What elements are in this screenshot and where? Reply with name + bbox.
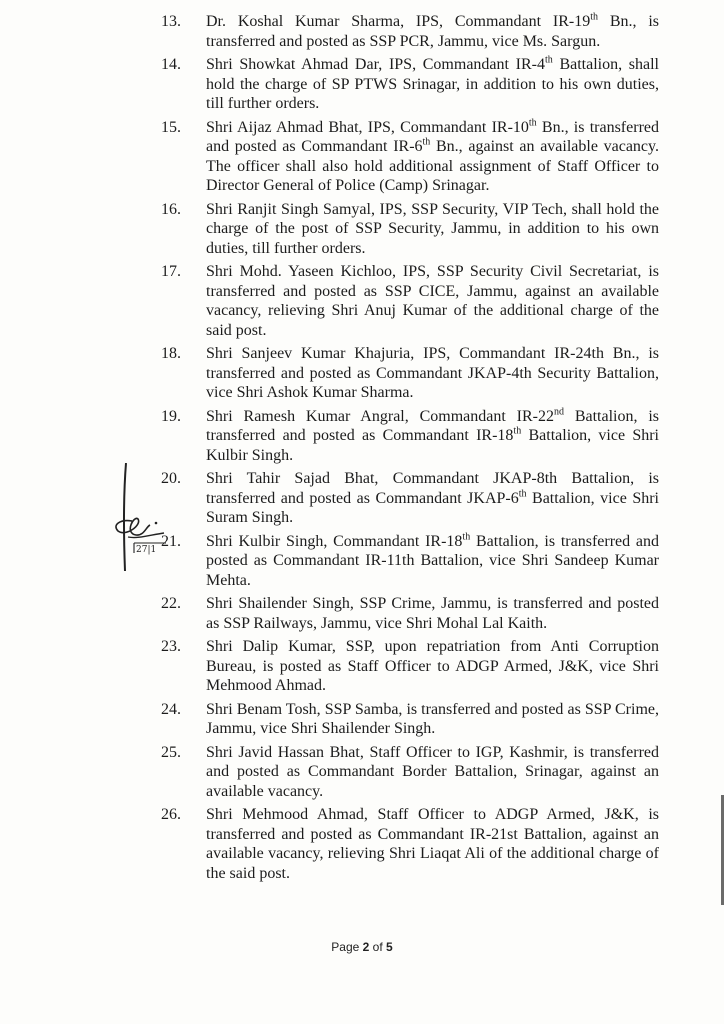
item-text [206, 118, 659, 196]
item-number: 19. [161, 407, 181, 425]
order-item [161, 532, 659, 591]
text-run: Battalion, vice Shri Kulbir Singh. [206, 427, 660, 464]
text-run: Bn., against an available vacancy. The officer shall also hold additional assignment of Staff Officer to Director General of Police (Camp) Srinagar. [206, 138, 659, 194]
text-run: Dr. Koshal Kumar Sharma, IPS, Commandant IR-19 [206, 13, 591, 30]
item-number: 13. [161, 13, 181, 30]
item-text [206, 344, 659, 403]
order-item [161, 594, 659, 633]
text-run: Battalion, vice Shri Suram Singh. [206, 489, 659, 526]
ordinal-suffix: th [422, 136, 431, 148]
item-text [206, 805, 659, 883]
item-number: 18. [161, 345, 181, 362]
order-item [161, 200, 659, 259]
item-number: 21. [161, 532, 181, 550]
item-number: 15. [161, 118, 181, 136]
item-text [206, 262, 659, 340]
text-run: Shri Sanjeev Kumar Khajuria, IPS, Commandant IR-24th Bn., is transferred and posted as Commandant JKAP-4th Security Battalion, vice Shri Ashok Kumar Sharma. [206, 345, 659, 401]
item-number: 23. [161, 638, 181, 655]
item-text [206, 594, 659, 633]
order-item [161, 637, 659, 696]
ordinal-suffix: th [513, 425, 522, 437]
text-run: Battalion, shall hold the charge of SP PTWS Srinagar, in addition to his own duties, till further orders. [206, 56, 659, 112]
order-item [161, 344, 659, 403]
item-number: 26. [161, 806, 181, 823]
text-run: Shri Mohd. Yaseen Kichloo, IPS, SSP Security Civil Secretariat, is transferred and posted as SSP CICE, Jammu, against an available vacancy, relieving Shri Anuj Kumar of the additional charge of the said post. [206, 263, 659, 339]
item-number: 25. [161, 743, 181, 761]
ordinal-suffix: th [590, 11, 599, 23]
item-text [206, 407, 659, 466]
order-item [161, 12, 659, 51]
text-run: Bn., is transferred and posted as SSP PCR, Jammu, vice Ms. Sargun. [206, 13, 660, 50]
text-run: Shri Benam Tosh, SSP Samba, is transferred and posted as SSP Crime, Jammu, vice Shri Shailender Singh. [206, 700, 659, 737]
text-run: Bn., is transferred and posted as Commandant IR-6 [206, 118, 659, 155]
ordinal-suffix: th [528, 117, 537, 129]
item-number: 24. [161, 700, 181, 718]
order-item [161, 469, 659, 528]
ordinal-suffix: th [544, 54, 553, 66]
svg-text:27|1: 27|1 [136, 545, 157, 555]
text-run: Shri Ranjit Singh Samyal, IPS, SSP Security, VIP Tech, shall hold the charge of the post of SSP Security, Jammu, in addition to his own duties, till further orders. [206, 200, 659, 257]
text-run: Shri Shailender Singh, SSP Crime, Jammu, is transferred and posted as SSP Railways, Jammu, vice Shri Mohal Lal Kaith. [206, 595, 659, 632]
order-item [161, 407, 659, 466]
item-number: 16. [161, 200, 181, 218]
order-item [161, 805, 659, 883]
order-item [161, 743, 659, 802]
text-run: Shri Aijaz Ahmad Bhat, IPS, Commandant IR-10 [206, 118, 529, 136]
text-run: Shri Tahir Sajad Bhat, Commandant JKAP-8th Battalion, is transferred and posted as Commandant JKAP-6 [206, 470, 659, 507]
item-number: 22. [161, 595, 181, 612]
item-text [206, 700, 659, 739]
item-text [206, 532, 659, 591]
item-text [206, 637, 659, 696]
order-item [161, 262, 659, 340]
text-run: Battalion, is transferred and posted as Commandant IR-18 [206, 407, 660, 444]
item-text [206, 469, 659, 528]
page-number: Page 2 of 5 [331, 940, 393, 954]
ordinal-suffix: th [462, 531, 471, 543]
ordinal-suffix: nd [553, 406, 564, 418]
text-run: Shri Mehmood Ahmad, Staff Officer to ADGP Armed, J&K, is transferred and posted as Commandant IR-21st Battalion, against an available vacancy, relieving Shri Liaqat Ali of the additional charge of the said post. [206, 806, 659, 882]
item-number: 14. [161, 56, 181, 73]
order-items-list [161, 12, 659, 887]
item-text [206, 12, 659, 51]
order-item [161, 700, 659, 739]
order-item [161, 55, 659, 114]
text-run: Shri Showkat Ahmad Dar, IPS, Commandant IR-4 [206, 56, 545, 73]
item-text [206, 55, 659, 114]
text-run: Shri Javid Hassan Bhat, Staff Officer to IGP, Kashmir, is transferred and posted as Commandant Border Battalion, Srinagar, against an available vacancy. [206, 743, 659, 800]
ordinal-suffix: th [518, 488, 527, 500]
item-number: 20. [161, 470, 181, 487]
item-text [206, 200, 659, 259]
order-item [161, 118, 659, 196]
item-number: 17. [161, 263, 181, 280]
item-text [206, 743, 659, 802]
text-run: Shri Dalip Kumar, SSP, upon repatriation from Anti Corruption Bureau, is posted as Staff Officer to ADGP Armed, J&K, vice Shri Mehmood Ahmad. [206, 638, 659, 694]
text-run: Battalion, is transferred and posted as Commandant IR-11th Battalion, vice Shri Sandeep Kumar Mehta. [206, 532, 660, 589]
text-run: Shri Kulbir Singh, Commandant IR-18 [206, 532, 463, 550]
text-run: Shri Ramesh Kumar Angral, Commandant IR-22 [206, 407, 554, 425]
handwritten-signature [108, 463, 178, 573]
